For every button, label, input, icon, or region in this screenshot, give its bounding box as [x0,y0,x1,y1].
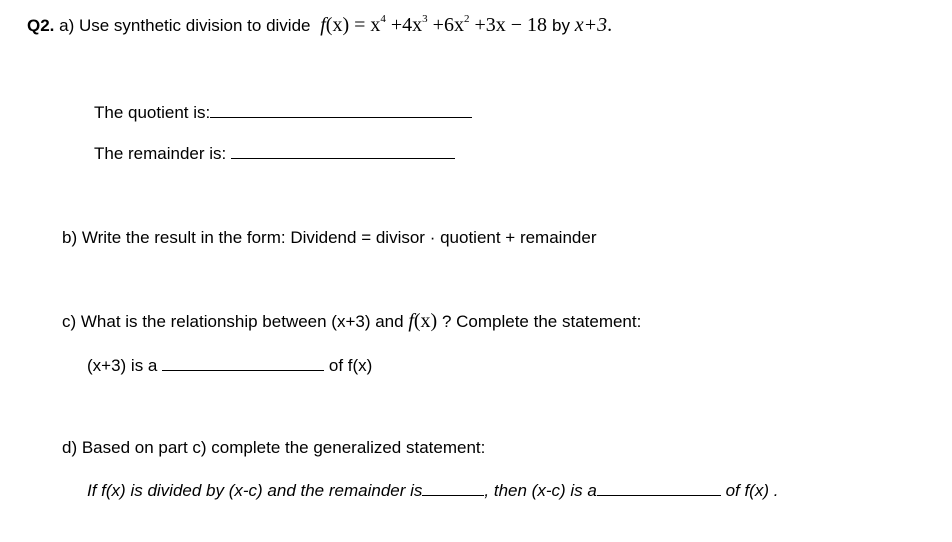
polynomial-lead-term: = x [354,14,381,36]
exponent-3: 3 [422,13,428,25]
divisor-expression [575,14,612,36]
part-c-prefix: c) What is the relationship between (x+3) and [62,312,404,331]
quotient-row [94,102,472,124]
part-d-statement-part1: If f(x) is divided by (x-c) and the remainder is [87,481,423,500]
part-d-statement [87,480,778,502]
remainder-answer-blank[interactable] [231,143,455,159]
part-c-suffix: ? Complete the statement: [441,312,642,331]
part-b-instruction: b) Write the result in the form: Dividend = divisor · quotient + remainder [62,228,597,247]
part-c-statement-prefix: (x+3) is a [87,356,158,375]
exponent-4: 4 [380,13,386,25]
part-c-statement [87,355,372,377]
part-c-function [408,310,437,332]
function-variable: (x) [325,14,350,36]
question-number: Q2. [27,16,55,35]
polynomial-term-2: +4x [390,14,423,36]
part-c-answer-blank[interactable] [162,355,324,371]
exponent-2: 2 [463,13,470,25]
part-d-remainder-blank[interactable] [422,480,484,496]
part-d-statement-part2: , then (x-c) is a [484,481,597,500]
by-word: by [552,16,570,35]
polynomial-term-4: +3x − 18 [474,14,548,36]
part-d-statement-part3: of f(x) . [725,481,779,500]
part-c-question [62,310,641,333]
remainder-label: The remainder is: [94,144,227,163]
polynomial-term-3: +6x [432,14,464,36]
divisor-text: x+3 [574,14,608,36]
part-d-instruction: d) Based on part c) complete the generalized statement: [62,438,486,457]
divisor-period: . [607,14,613,36]
quotient-answer-blank[interactable] [210,102,472,118]
polynomial-expression [315,14,552,36]
quotient-label: The quotient is: [94,103,211,122]
part-c-function-name: f [408,310,414,332]
part-a-instruction: a) Use synthetic division to divide [59,16,311,35]
part-c-function-arg: (x) [413,310,438,332]
question-header [27,14,612,37]
remainder-row [94,143,455,165]
function-name: f [320,14,326,36]
part-d-relationship-blank[interactable] [597,480,721,496]
part-c-statement-suffix: of f(x) [328,356,373,375]
